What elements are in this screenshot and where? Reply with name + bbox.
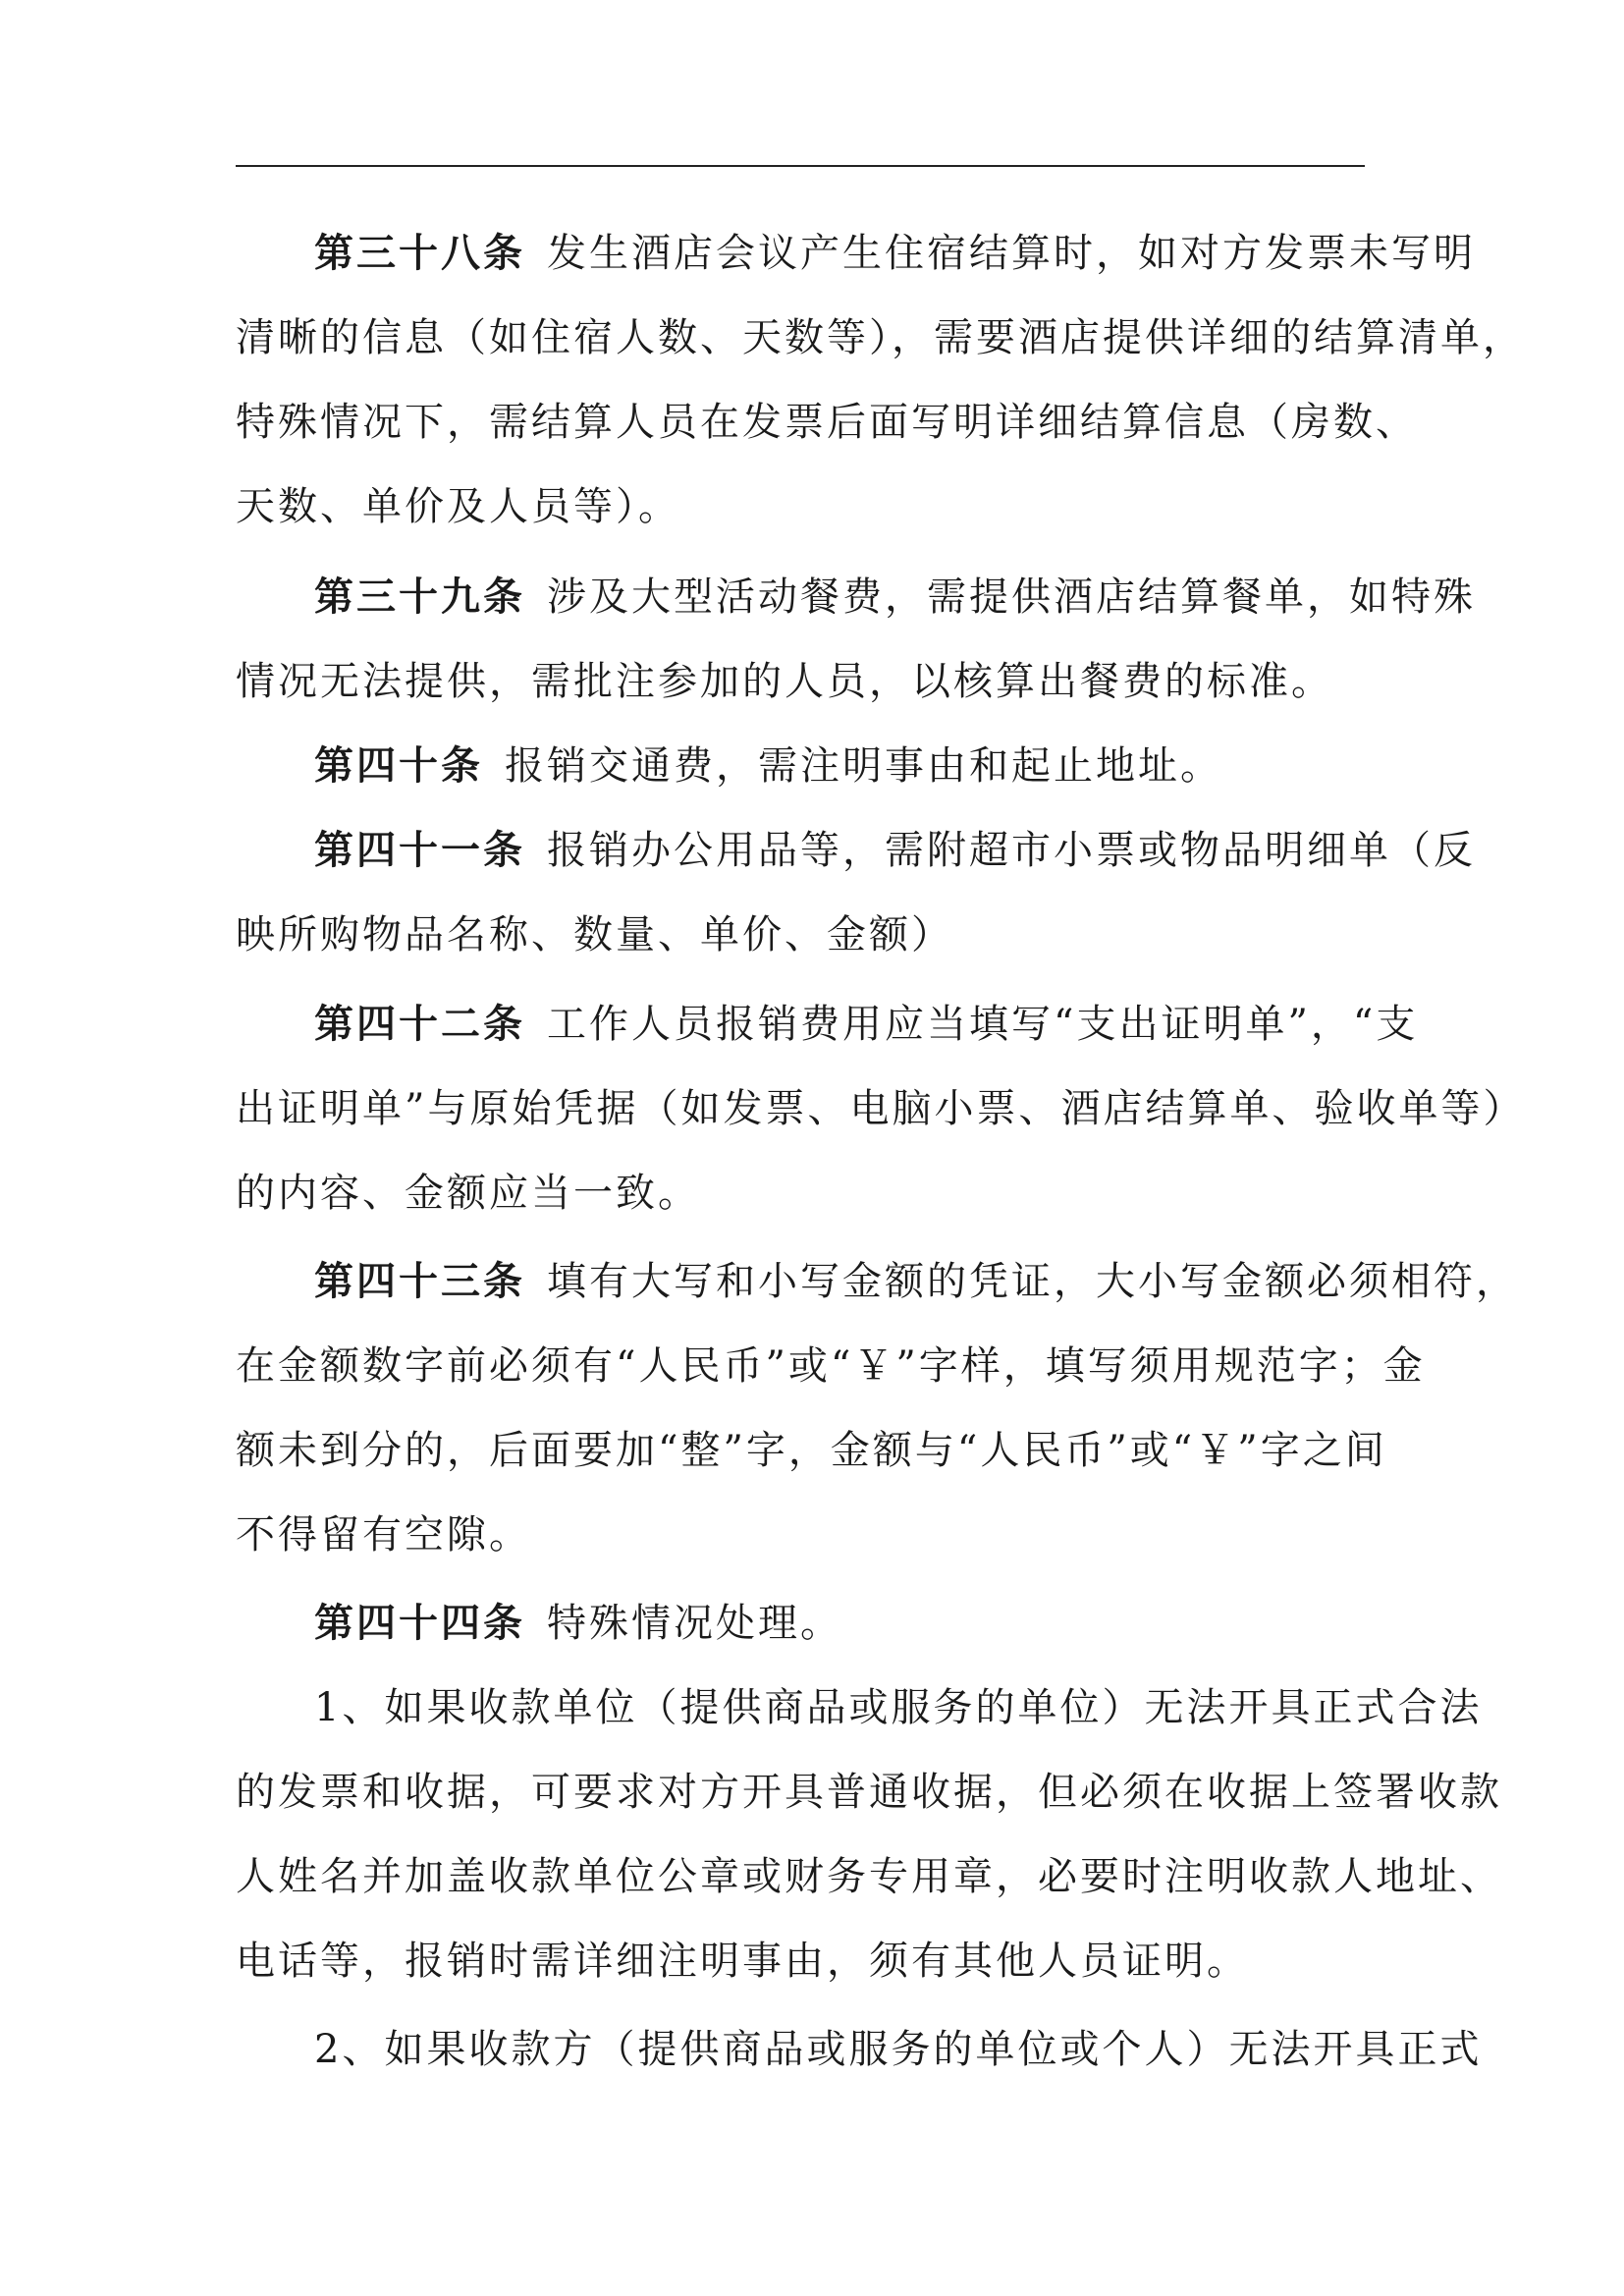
article-label: 第四十条 <box>314 743 483 789</box>
article-text: 在金额数字前必须有“人民币”或“￥”字样，填写须用规范字；金 <box>236 1343 1426 1389</box>
item-text: 的发票和收据，可要求对方开具普通收据，但必须在收据上签署收款 <box>236 1770 1502 1815</box>
article-text: 发生酒店会议产生住宿结算时，如对方发票未写明 <box>547 231 1476 276</box>
article-label: 第四十二条 <box>314 1002 525 1047</box>
article-text: 涉及大型活动餐费，需提供酒店结算餐单，如特殊 <box>547 574 1476 620</box>
item-text: 1、如果收款单位（提供商品或服务的单位）无法开具正式合法 <box>314 1685 1483 1730</box>
article-44 <box>236 1581 842 1666</box>
article-39 <box>236 555 1476 724</box>
article-text: 报销交通费，需注明事由和起止地址。 <box>505 743 1222 789</box>
article-text: 报销办公用品等，需附超市小票或物品明细单（反 <box>547 828 1476 873</box>
article-text: 额未到分的，后面要加“整”字，金额与“人民币”或“￥”字之间 <box>236 1428 1387 1473</box>
article-text: 填有大写和小写金额的凭证，大小写金额必须相符， <box>547 1259 1518 1304</box>
article-text: 清晰的信息（如住宿人数、天数等），需要酒店提供详细的结算清单， <box>236 315 1525 360</box>
article-text: 的内容、金额应当一致。 <box>236 1171 700 1216</box>
article-42 <box>236 982 1525 1235</box>
article-38 <box>236 211 1525 549</box>
item-text: 2、如果收款方（提供商品或服务的单位或个人）无法开具正式 <box>314 2027 1483 2072</box>
article-label: 第三十八条 <box>314 231 525 276</box>
article-label: 第四十四条 <box>314 1601 525 1646</box>
article-text: 特殊情况下，需结算人员在发票后面写明详细结算信息（房数、 <box>236 400 1418 445</box>
article-40 <box>236 724 1222 808</box>
article-43 <box>236 1239 1518 1577</box>
list-item-1 <box>236 1666 1502 2003</box>
header-rule <box>236 165 1365 167</box>
article-text: 天数、单价及人员等）。 <box>236 484 680 529</box>
article-text: 情况无法提供，需批注参加的人员，以核算出餐费的标准。 <box>236 659 1333 704</box>
article-text: 映所购物品名称、数量、单价、金额） <box>236 912 953 957</box>
article-text: 工作人员报销费用应当填写“支出证明单”，“支 <box>547 1002 1419 1047</box>
article-label: 第四十三条 <box>314 1259 525 1304</box>
article-41 <box>236 808 1476 977</box>
article-text: 出证明单”与原始凭据（如发票、电脑小票、酒店结算单、验收单等） <box>236 1086 1526 1131</box>
article-text: 特殊情况处理。 <box>547 1601 842 1646</box>
article-label: 第四十一条 <box>314 828 525 873</box>
item-text: 人姓名并加盖收款单位公章或财务专用章，必要时注明收款人地址、 <box>236 1854 1502 1899</box>
article-label: 第三十九条 <box>314 574 525 620</box>
list-item-2 <box>236 2007 1482 2092</box>
article-text: 不得留有空隙。 <box>236 1512 531 1558</box>
item-text: 电话等，报销时需详细注明事由，须有其他人员证明。 <box>236 1939 1249 1984</box>
